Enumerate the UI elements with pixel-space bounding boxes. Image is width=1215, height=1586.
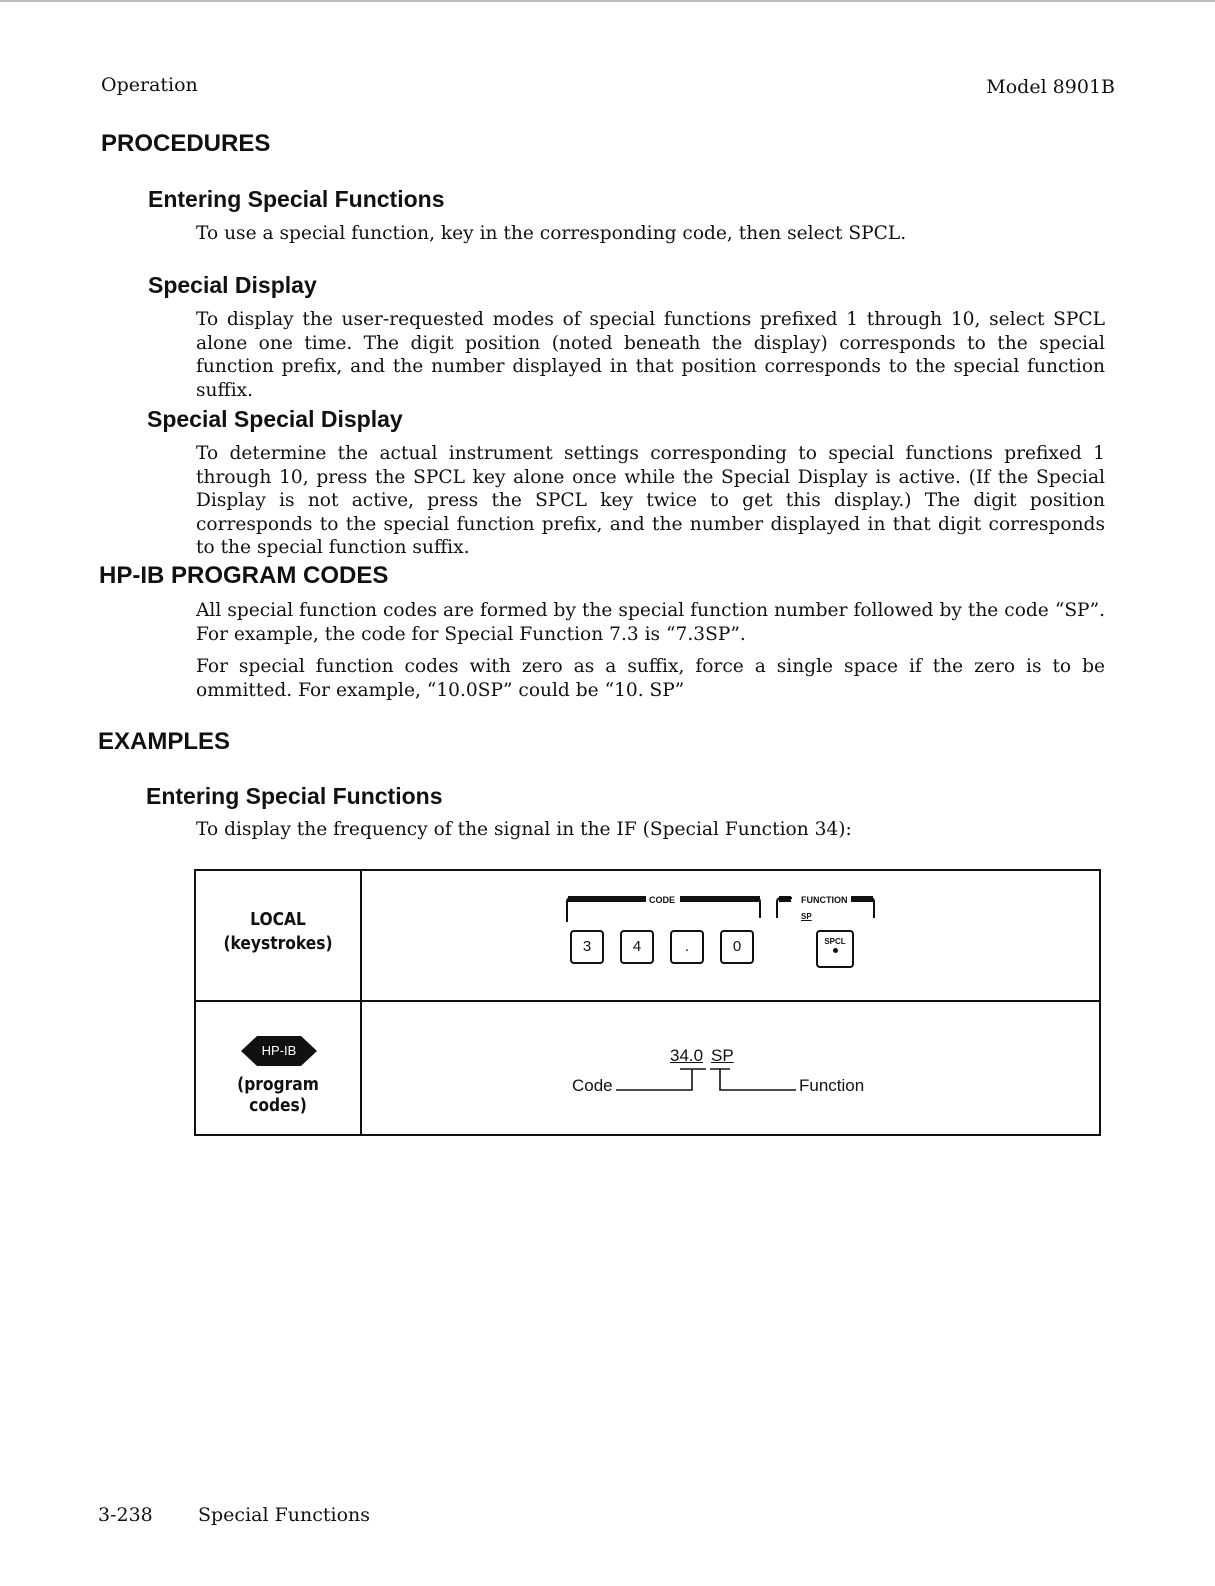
local-sublabel: (keystrokes) [223,933,333,954]
footer-section-title: Special Functions [198,1504,371,1526]
entering-special-functions-heading: Entering Special Functions [148,186,445,212]
function-bracket-bar-left [779,896,791,902]
hpib-badge-label: HP-IB [261,1043,297,1058]
examples-heading: EXAMPLES [98,728,231,755]
special-display-text: To display the user-requested modes of special functions prefixed 1 through 10, select SPCL alone one time. The digit position (noted beneath the display) corresponds to the special function prefix, and the number displayed in that position corresponds to the special function suffix. [196,309,1105,401]
running-header-section: Operation [101,74,198,96]
hpib-sublabel: (program codes) [237,1074,319,1116]
examples-entering-text: To display the frequency of the signal in the IF (Special Function 34): [196,819,852,840]
table-row-divider [196,1000,1099,1002]
key-decimal[interactable]: . [670,930,704,964]
key-3[interactable]: 3 [570,930,604,964]
spcl-key[interactable] [816,930,854,968]
hpib-program-codes-heading: HP-IB PROGRAM CODES [99,562,389,589]
hpib-paragraph-1: All special function codes are formed by the special function number followed by the code “SP”. For example, the code for Special Function 7.3 is “7.3SP”. [196,600,1105,645]
code-bracket-bar-left [568,896,646,902]
function-label: Function [799,1076,865,1095]
key-0[interactable]: 0 [720,930,754,964]
code-bracket-label: CODE [649,895,676,905]
procedures-heading: PROCEDURES [101,130,271,157]
examples-entering-heading: Entering Special Functions [146,783,443,809]
entering-special-functions-text: To use a special function, key in the corresponding code, then select SPCL. [196,223,907,244]
table-column-divider [360,871,362,1134]
special-special-display-text: To determine the actual instrument settings corresponding to special functions prefixed 1 through 10, press the SPCL key alone once while the Special Display is active. (If the Special Display is not active, press the SPCL key twice to get this display.) The digit position corresponds to the special function prefix, and the number displayed in that digit corresponds to the special function suffix. [196,443,1105,558]
sp-shift-label: SP [801,912,812,921]
program-code-value: 34.0 [670,1046,704,1065]
key-4[interactable]: 4 [620,930,654,964]
spcl-key-indicator [833,948,838,953]
special-special-display-heading: Special Special Display [147,406,403,432]
code-label: Code [572,1076,613,1095]
local-label: LOCAL [250,909,306,930]
special-display-heading: Special Display [148,272,317,298]
footer-page-number: 3-238 [98,1504,153,1526]
program-function-value: SP [711,1046,734,1065]
running-header-model: Model 8901B [986,76,1115,98]
spcl-key-label: SPCL [824,937,846,946]
code-function-leader-lines [616,1065,796,1095]
function-bracket-label: FUNCTION [801,895,848,905]
hpib-paragraph-2: For special function codes with zero as a suffix, force a single space if the zero is to be ommitted. For example, “10.0SP” could be “10. SP” [196,656,1105,701]
example-table [194,869,1101,1136]
top-rule [0,0,1215,2]
